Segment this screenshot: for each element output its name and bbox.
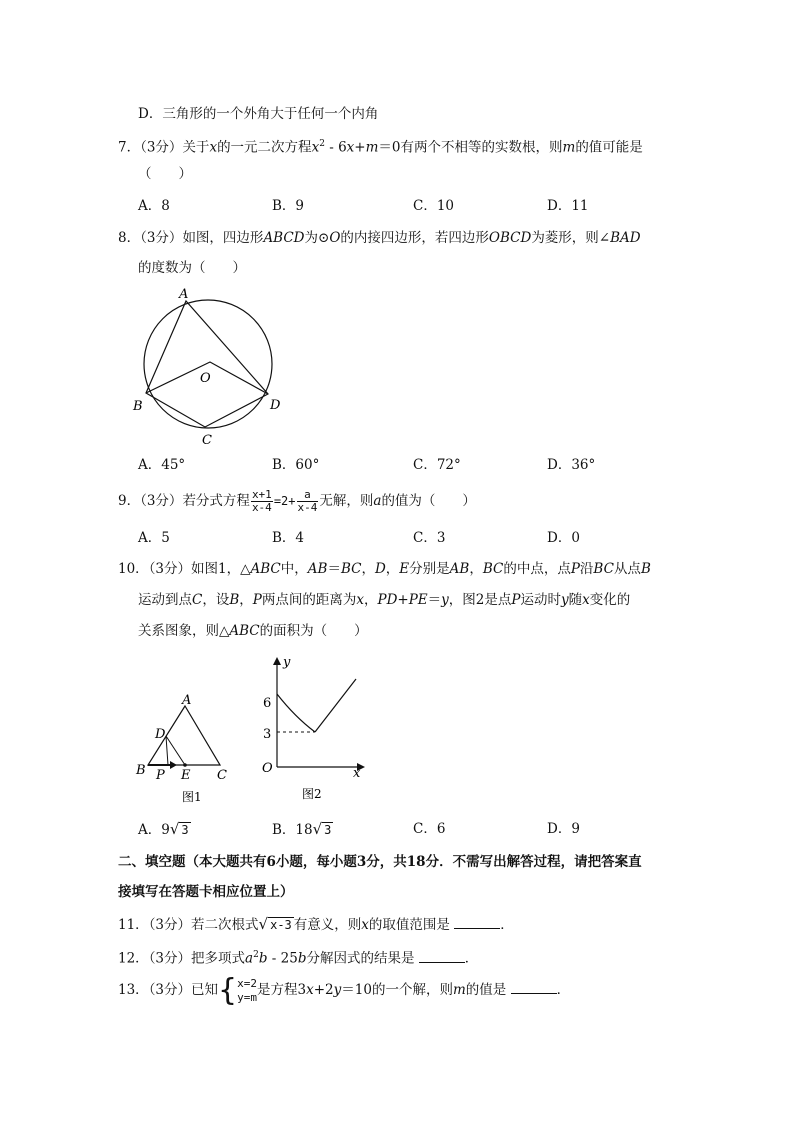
q12-answer-blank <box>419 948 465 963</box>
label-e: E <box>181 768 191 783</box>
arrow-head <box>170 761 177 769</box>
q7-option-a: A．8 <box>138 198 170 214</box>
q10-stem-1: 10．（3分）如图1，△ABC中，AB＝BC，D，E分别是AB，BC的中点，点P沿BC从点B <box>118 561 651 577</box>
q11-stem: 11．（3分）若二次根式√ x-3 有意义，则x的取值范围是 ． <box>118 915 514 933</box>
q7-paren: （ ） <box>138 166 192 182</box>
label-d: D <box>155 727 166 742</box>
q9-option-c: C．3 <box>413 530 446 546</box>
section-2-heading: 二、填空题（本大题共有6小题，每小题3分，共18分．不需写出解答过程，请把答案直 <box>118 854 642 870</box>
label-b: B <box>136 763 146 778</box>
label-a: A <box>182 693 192 708</box>
q10-option-d: D．9 <box>547 821 580 837</box>
q10-option-a: A．9√ 3 <box>138 820 189 838</box>
caption-figure-1: 图1 <box>182 790 202 804</box>
y-axis-arrow <box>273 657 281 665</box>
label-c: C <box>202 433 212 448</box>
q8-option-b: B．60° <box>272 457 320 473</box>
point-e <box>183 763 187 767</box>
q7-stem: 7．（3分）关于x的一元二次方程$x^2 - 6x+m=0$有两个不相等的实数根，则m的值可能是 <box>118 139 643 156</box>
q10-stem-3: 关系图象，则△ABC的面积为（ ） <box>138 623 368 639</box>
q9-option-a: A．5 <box>138 530 170 546</box>
q7-option-d: D．11 <box>547 198 589 214</box>
q7-option-b: B．9 <box>272 198 305 214</box>
q10-option-b: B．18√ 3 <box>272 820 332 838</box>
q13-stem: 13．（3分）已知{ x=2 y=m 是方程3x+2y＝10的一个解，则m的值是 ． <box>118 972 571 1008</box>
q8-stem-cont: 的度数为（ ） <box>138 260 246 276</box>
q12-stem: 12．（3分）把多项式$a^2b - 25b$分解因式的结果是 ． <box>118 945 478 969</box>
q8-stem: 8．（3分）如图，四边形ABCD为⊙O的内接四边形，若四边形OBCD为菱形，则∠BAD <box>118 230 641 246</box>
fraction-1: $\frac{x+1}{x-4}$ <box>251 488 272 514</box>
q8-option-c: C．72° <box>413 457 461 473</box>
q10-stem-2: 运动到点C，设B，P两点间的距离为x，PD+PE＝y，图2是点P运动时y随x变化的 <box>138 592 631 608</box>
q6-option-d: D．三角形的一个外角大于任何一个内角 <box>138 106 379 122</box>
q9-stem: 9．（3分）若分式方程 $\frac{x+1}{x-4}$ =2+ $\frac{a}{x-4}$ 无解，则a的值为（ ） <box>118 488 476 514</box>
curve-descending <box>277 694 315 732</box>
system-brace: { <box>218 972 238 1008</box>
q7-option-c: C．10 <box>413 198 455 214</box>
q13-answer-blank <box>511 979 557 994</box>
label-x: x <box>353 766 361 781</box>
equation-system: x=2 y=m <box>237 976 257 1004</box>
q10-figure-2 <box>255 655 375 805</box>
q10-option-c: C．6 <box>413 821 446 837</box>
tick-3: 3 <box>263 727 272 742</box>
q8-option-d: D．36° <box>547 457 596 473</box>
caption-figure-2: 图2 <box>302 787 322 801</box>
label-b: B <box>133 399 143 414</box>
label-o: O <box>200 371 211 386</box>
label-a: A <box>179 287 189 302</box>
q10-figure-1 <box>130 690 240 810</box>
section-2-heading-cont: 接填写在答题卡相应位置上） <box>118 884 294 900</box>
label-p: P <box>156 768 165 783</box>
q8-figure <box>130 282 290 452</box>
circle-o <box>144 300 272 428</box>
tick-6: 6 <box>263 696 272 711</box>
fraction-2: $\frac{a}{x-4}$ <box>297 488 318 514</box>
q8-option-a: A．45° <box>138 457 186 473</box>
q9-option-d: D．0 <box>547 530 580 546</box>
label-c: C <box>217 768 227 783</box>
line-ascending <box>315 679 356 732</box>
label-d: D <box>270 398 281 413</box>
q9-option-b: B．4 <box>272 530 305 546</box>
label-y: y <box>283 655 291 670</box>
segments-pd-pe <box>166 736 185 765</box>
label-o: O <box>262 761 273 776</box>
q11-answer-blank <box>454 914 500 929</box>
